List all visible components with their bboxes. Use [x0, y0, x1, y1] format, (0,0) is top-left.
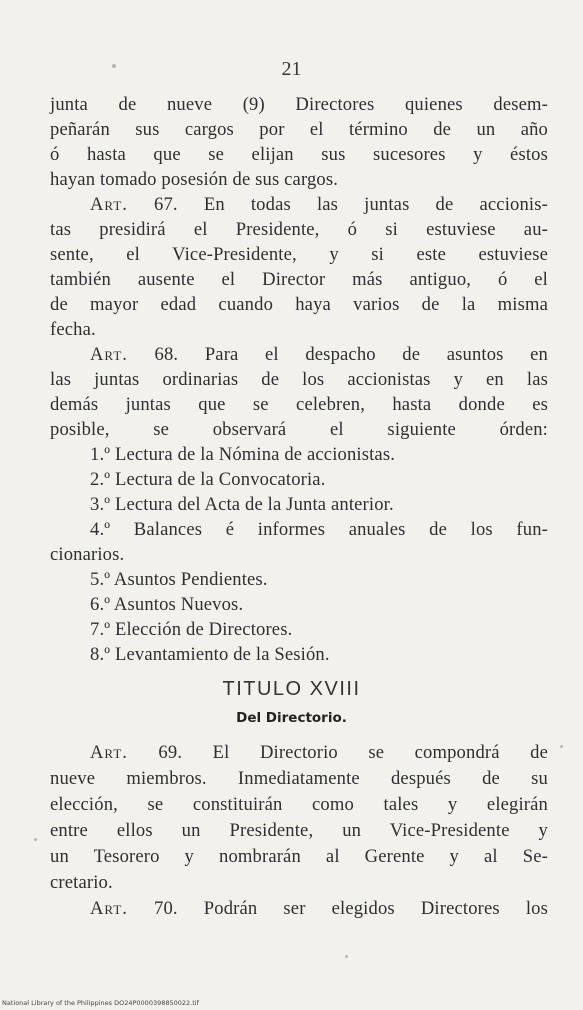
article-number: 69.: [158, 742, 183, 763]
text-line: posible, se observará el siguiente órden:: [50, 419, 548, 440]
paper-speck: [112, 64, 116, 68]
text-line: también ausente el Director más antiguo, ó el: [50, 269, 548, 290]
body-text-lower: [50, 740, 548, 922]
list-item: 1.º Lectura de la Nómina de accionistas.: [90, 444, 396, 465]
article-68-first-line: [50, 342, 548, 367]
article-number: 68.: [154, 344, 179, 365]
article-label: Art.: [90, 344, 128, 365]
section-subtitle: Del Directorio.: [236, 710, 347, 726]
list-item: 6.º Asuntos Nuevos.: [90, 594, 244, 615]
page-number: 21: [281, 58, 302, 80]
paper-speck: [345, 955, 348, 958]
article-number: 67.: [154, 194, 178, 215]
text-line: sente, el Vice-Presidente, y si este estuviese: [50, 244, 548, 265]
list-item: 5.º Asuntos Pendientes.: [90, 569, 268, 590]
list-item: 7.º Elección de Directores.: [90, 619, 293, 640]
list-item: 4.º Balances é informes anuales de los fun-: [90, 519, 548, 540]
text-line: tas presidirá el Presidente, ó si estuviese au-: [50, 219, 548, 240]
article-number: 70.: [154, 898, 178, 919]
text-fragment: Para el despacho de asuntos en: [204, 344, 548, 365]
text-line: cretario.: [50, 872, 113, 893]
text-line: demás juntas que se celebren, hasta donde es: [50, 394, 548, 415]
list-item: 8.º Levantamiento de la Sesión.: [90, 644, 330, 665]
text-line: las juntas ordinarias de los accionistas y en las: [50, 369, 548, 390]
text-line: elección, se constituirán como tales y elegirán: [50, 794, 548, 815]
paper-speck: [34, 838, 37, 841]
list-item: 2.º Lectura de la Convocatoria.: [90, 469, 326, 490]
text-line: fecha.: [50, 319, 96, 340]
article-label: Art.: [90, 742, 128, 763]
text-fragment: Podrán ser elegidos Directores los: [203, 898, 548, 919]
text-line: un Tesorero y nombrarán al Gerente y al Se-: [50, 846, 548, 867]
text-line: entre ellos un Presidente, un Vice-Presidente y: [50, 820, 548, 841]
article-69-first-line: [50, 740, 548, 766]
body-text-upper: [50, 92, 548, 667]
list-item: 3.º Lectura del Acta de la Junta anterior.: [90, 494, 394, 515]
text-fragment: El Directorio se compondrá de: [212, 742, 548, 763]
article-67-first-line: [50, 192, 548, 217]
text-line: peñarán sus cargos por el término de un año: [50, 119, 548, 140]
list-item-continuation: cionarios.: [50, 544, 125, 565]
article-label: Art.: [90, 194, 128, 215]
paper-speck: [560, 745, 563, 748]
footer-caption: National Library of the Philippines DO24P0000398850022.tif: [2, 999, 199, 1007]
text-line: junta de nueve (9) Directores quienes desem-: [50, 94, 548, 115]
text-line: ó hasta que se elijan sus sucesores y éstos: [50, 144, 548, 165]
text-line: nueve miembros. Inmediatamente después de su: [50, 768, 548, 789]
text-line: de mayor edad cuando haya varios de la misma: [50, 294, 548, 315]
article-70-first-line: [50, 896, 548, 922]
text-fragment: En todas las juntas de accionis-: [203, 194, 548, 215]
text-line: hayan tomado posesión de sus cargos.: [50, 169, 339, 190]
article-label: Art.: [90, 898, 128, 919]
section-title: TITULO XVIII: [222, 678, 361, 700]
